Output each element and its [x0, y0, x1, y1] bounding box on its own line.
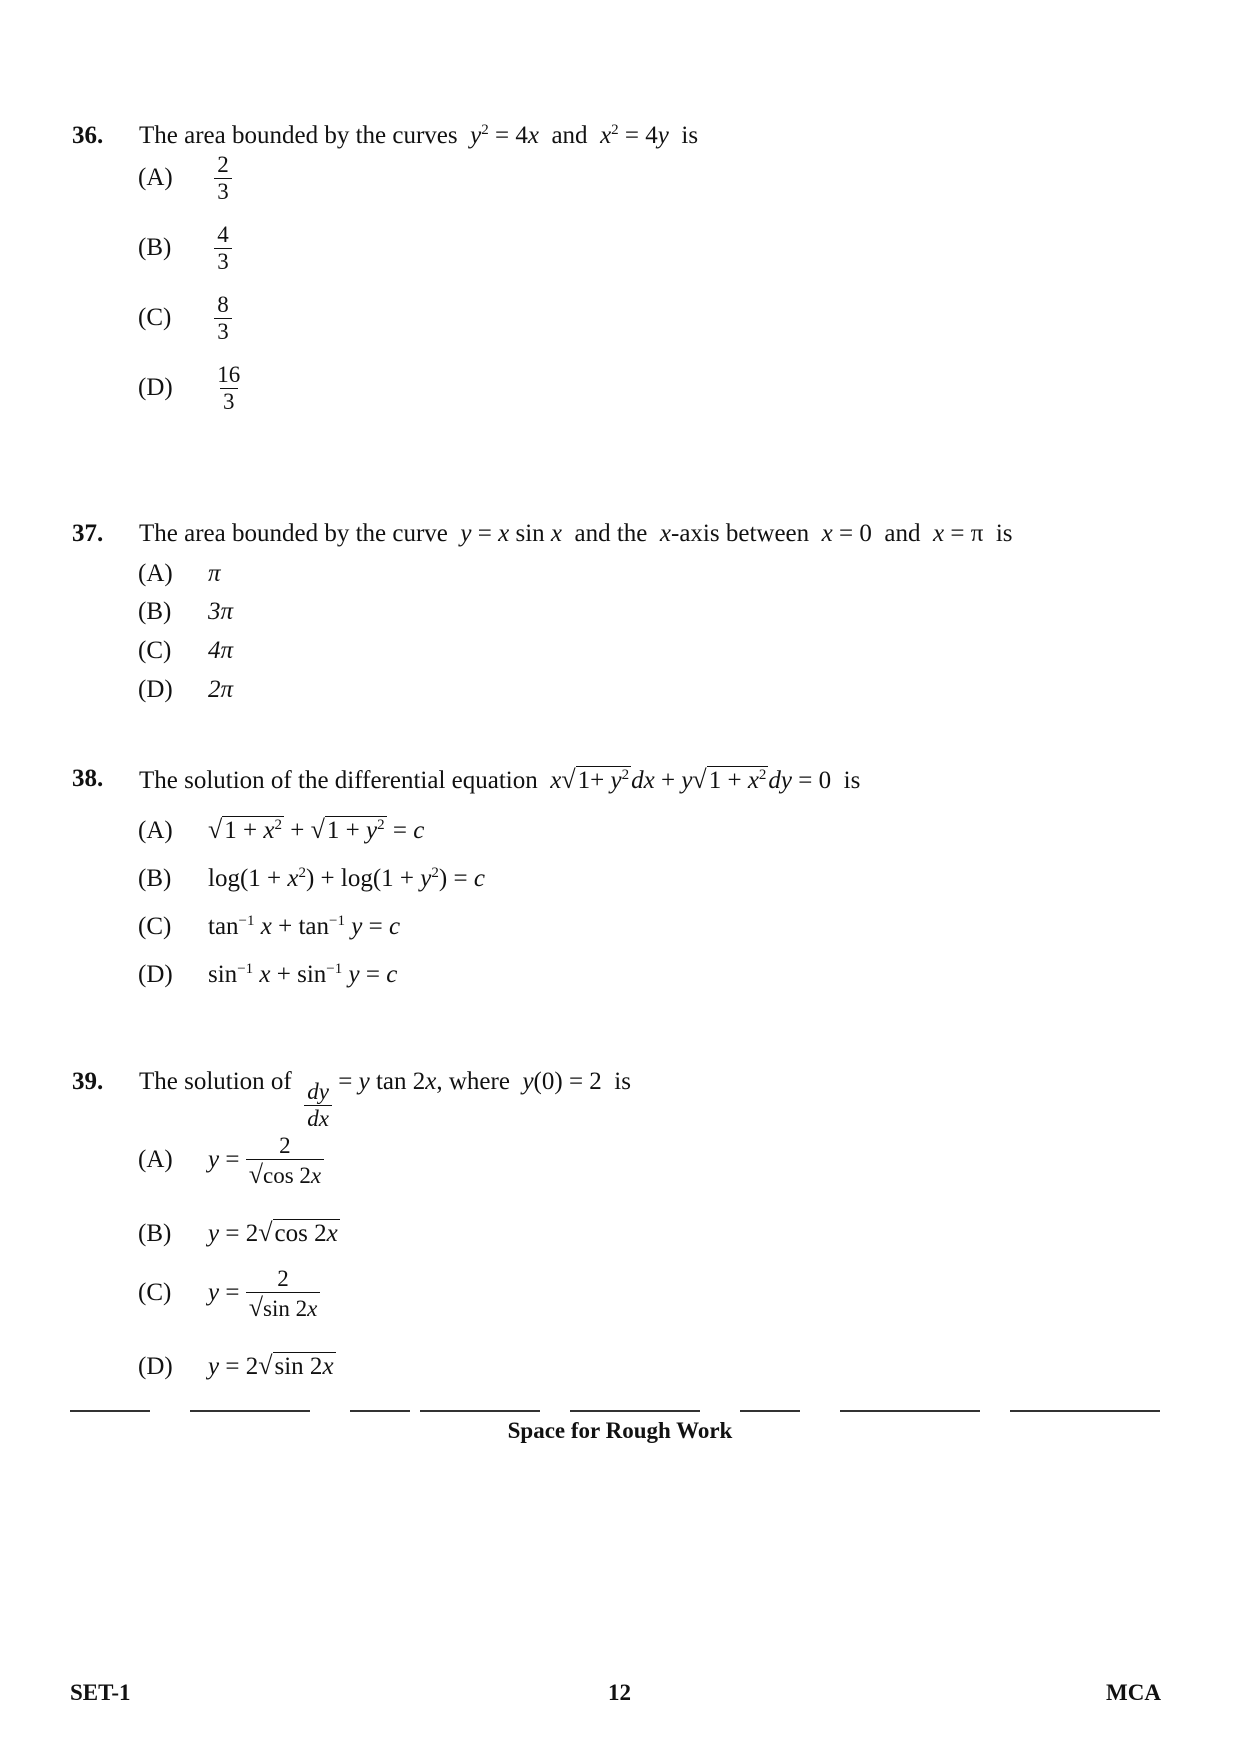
question-number: 37.: [72, 520, 104, 547]
option-b[interactable]: (B) 3π: [138, 598, 234, 625]
option-equation: $\tan^{-1} x + \tan^{-1} y = c$: [208, 913, 401, 940]
footer-course: MCA: [1106, 1680, 1161, 1705]
equation: x = π: [932, 520, 990, 547]
option-equation: $\log(1 + x^2) + \log(1 + y^2) = c$: [208, 865, 485, 892]
fraction: $\frac{2}{3}$: [214, 152, 232, 206]
option-c[interactable]: (C) $\tan^{-1} x + \tan^{-1} y = c$: [138, 913, 401, 940]
question-39: [72, 1068, 1172, 1398]
option-c[interactable]: (C) $\frac{8}{3}$: [138, 292, 232, 346]
option-equation: y = $\frac{2}{√\sin 2x}$: [208, 1279, 320, 1306]
option-a[interactable]: (A) $√1 + x^2 + √1 + y^2 = c$: [138, 815, 425, 844]
fraction: $\frac{8}{3}$: [214, 292, 232, 346]
option-d[interactable]: (D) y = 2√sin 2x: [138, 1351, 334, 1380]
footer-page-number: 12: [608, 1680, 631, 1705]
equation: y(0) = 2: [522, 1068, 609, 1095]
option-equation: $√1 + x^2 + √1 + y^2 = c$: [208, 815, 425, 844]
option-b[interactable]: (B) $\log(1 + x^2) + \log(1 + y^2) = c$: [138, 865, 485, 892]
option-b[interactable]: (B) $\frac{4}{3}$: [138, 222, 232, 276]
question-number: 36.: [72, 122, 104, 149]
divider: [190, 1410, 310, 1412]
equation: x = 0: [821, 520, 879, 547]
equation: y = x sin x: [460, 520, 563, 547]
option-d[interactable]: (D) 2π: [138, 676, 234, 703]
divider: [350, 1410, 410, 1412]
divider: [70, 1410, 150, 1412]
question-text: The area bounded by the curve y = x sin x and the x-axis between x = 0 and x = π is: [139, 520, 1013, 547]
option-equation: y = 2√cos 2x: [208, 1218, 338, 1247]
equation: $y^2 = 4x$: [470, 122, 539, 149]
option-b[interactable]: (B) y = 2√cos 2x: [138, 1218, 338, 1247]
option-equation: $\sin^{-1} x + \sin^{-1} y = c$: [208, 961, 398, 988]
rough-work-heading: Space for Rough Work: [507, 1418, 733, 1443]
divider: [1010, 1410, 1160, 1412]
footer-set: SET-1: [70, 1680, 131, 1705]
option-c[interactable]: (C) 4π: [138, 637, 234, 664]
question-36: [72, 122, 1172, 482]
option-equation: y = 2√sin 2x: [208, 1351, 334, 1380]
divider: [420, 1410, 540, 1412]
question-number: 39.: [72, 1068, 104, 1095]
option-c[interactable]: (C) y = $\frac{2}{√\sin 2x}$: [138, 1266, 320, 1323]
question-number: 38.: [72, 765, 104, 792]
equation: $x^2 = 4y$: [600, 122, 669, 149]
question-37: [72, 520, 1172, 720]
option-d[interactable]: (D) $\sin^{-1} x + \sin^{-1} y = c$: [138, 961, 398, 988]
option-a[interactable]: (A) π: [138, 560, 221, 587]
question-text: The area bounded by the curves $y^2 = 4x$ and $x^2 = 4y$ is: [139, 122, 699, 149]
divider: [840, 1410, 980, 1412]
option-d[interactable]: (D) $\frac{16}{3}$: [138, 362, 243, 416]
question-38: [72, 765, 1172, 1005]
equation: $\frac{dy}{dx}$ = y tan 2x: [298, 1068, 436, 1095]
option-a[interactable]: (A) $\frac{2}{3}$: [138, 152, 232, 206]
divider: [740, 1410, 800, 1412]
fraction: $\frac{4}{3}$: [214, 222, 232, 276]
divider: [570, 1410, 700, 1412]
option-a[interactable]: (A) y = $\frac{2}{√\cos 2x}$: [138, 1133, 324, 1190]
fraction: $\frac{16}{3}$: [217, 362, 241, 415]
question-text: The solution of $\frac{dy}{dx}$ = y tan 2x, where y(0) = 2 is: [139, 1068, 631, 1132]
question-text: The solution of the differential equation $x√1+ y^2dx + y√1 + x^2dy = 0$ is: [139, 765, 861, 794]
option-equation: y = $\frac{2}{√\cos 2x}$: [208, 1146, 324, 1173]
equation: $x√1+ y^2dx + y√1 + x^2dy = 0$: [550, 765, 838, 794]
